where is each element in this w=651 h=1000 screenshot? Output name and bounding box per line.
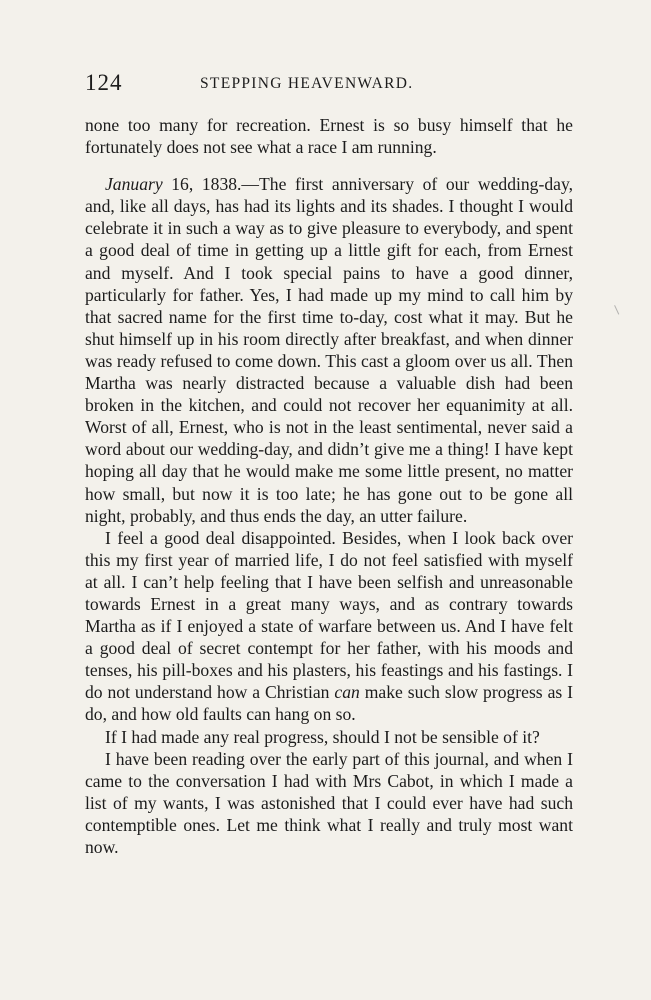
entry-date-month: January xyxy=(105,174,163,195)
paragraph-journal-entry xyxy=(85,173,573,527)
paragraph-reflection xyxy=(85,527,573,726)
running-title: STEPPING HEAVENWARD. xyxy=(200,75,414,92)
entry-text: 16, 1838.—The first anniversary of our wedding-day, and, like all days, has had its lights and its shades. I thought I would celebrate it in such a way as to give pleasure to everybody, and spent a good deal of time in getting up a little gift for each, from Ernest and myself. And I took special pains to have a good dinner, particularly for father. Yes, I had made up my mind to call him by that sacred name for the first time to-day, cost what it may. But he shut himself up in his room directly after breakfast, and when dinner was ready refused to come down. This cast a gloom over us all. Then Martha was nearly distracted because a valuable dish had been broken in the kitchen, and could not recover her equanimity at all. Worst of all, Ernest, who is not in the least sentimental, never said a word about our wedding-day, and didn’t give me a thing! I have kept hoping all day that he would make me some little present, no matter how small, but now it is too late; he has gone out to be gone all night, probably, and thus ends the day, an utter failure. xyxy=(85,174,573,526)
page-number: 124 xyxy=(85,70,123,95)
page-header xyxy=(85,70,575,100)
body-text xyxy=(85,114,573,858)
emphasis-can: can xyxy=(334,682,360,703)
paragraph-question: If I had made any real progress, should I not be sensible of it? xyxy=(105,726,540,747)
paragraph-continuation: none too many for recreation. Ernest is so busy himself that he fortunately does not see what a race I am running. xyxy=(85,115,573,158)
paragraph-closing: I have been reading over the early part of this journal, and when I came to the conversation I had with Mrs Cabot, in which I made a list of my wants, I was astonished that I could ever have had such contemptible ones. Let me think what I really and truly most want now. xyxy=(85,748,573,857)
paragraph-text-a: I feel a good deal disappointed. Besides, when I look back over this my first year of married life, I do not feel satisfied with myself at all. I can’t help feeling that I have been selfish and unreasonable towards Ernest in a great many ways, and as contrary towards Martha as if I enjoyed a state of warfare between us. And I have felt a good deal of secret contempt for her father, with his moods and tenses, his pill-boxes and his plasters, his feastings and his fastings. I do not understand how a Christian xyxy=(85,527,573,703)
margin-speck xyxy=(614,303,623,314)
paragraph-text-b: make such slow progress as I do, and how old faults can hang on so. xyxy=(85,682,574,725)
